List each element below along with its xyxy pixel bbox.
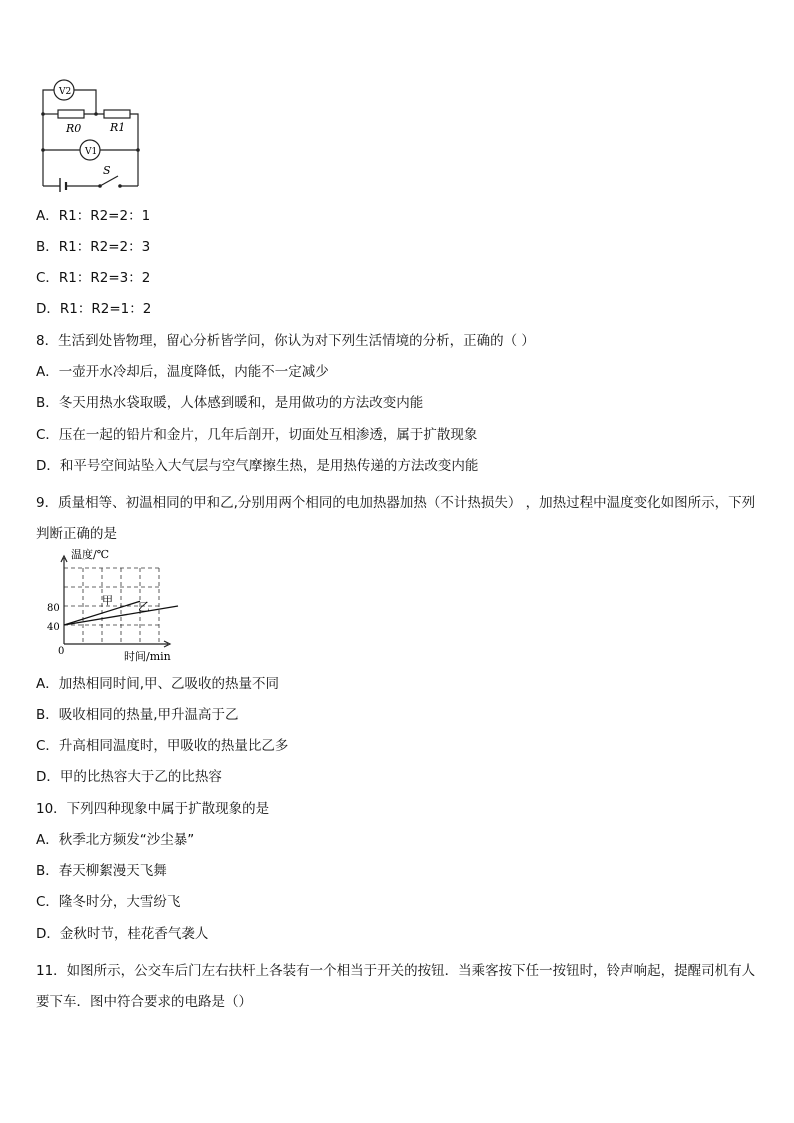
q10-option-d: D．金秋时节，桂花香气袭人 [36,926,209,942]
series-label-jia: 甲 [102,594,113,607]
series-label-yi: 乙 [138,600,151,614]
q8-option-a: A．一壶开水冷却后，温度降低，内能不一定减少 [36,364,329,380]
q7-option-b: B．R1：R2=2：3 [36,239,151,255]
x-axis-label: 时间/min [124,650,171,663]
q10-option-a: A．秋季北方频发“沙尘暴” [36,832,195,848]
switch-label: S [103,164,111,177]
q9-option-c: C．升高相同温度时，甲吸收的热量比乙多 [36,738,289,754]
y-tick-0: 0 [58,646,65,657]
q8-option-b: B．冬天用热水袋取暖，人体感到暖和，是用做功的方法改变内能 [36,395,424,411]
q8-option-c: C．压在一起的铅片和金片，几年后剖开，切面处互相渗透，属于扩散现象 [36,427,478,443]
y-tick-40: 40 [47,622,60,633]
q7-option-a: A．R1：R2=2：1 [36,208,151,224]
q9-stem: 9．质量相等、初温相同的甲和乙,分别用两个相同的电加热器加热（不计热损失） ，加热过程中温度变化如图所示，下列判断正确的是 [36,495,756,542]
y-tick-80: 80 [47,603,60,614]
q9-option-b: B．吸收相同的热量,甲升温高于乙 [36,707,239,723]
r1-label: R1 [110,121,126,134]
y-axis-label: 温度/℃ [71,548,110,561]
v1-label: V1 [85,147,98,157]
q8-option-d: D．和平号空间站坠入大气层与空气摩擦生热，是用热传递的方法改变内能 [36,458,479,474]
q10-option-c: C．隆冬时分，大雪纷飞 [36,894,181,910]
q10-stem: 10．下列四种现象中属于扩散现象的是 [36,801,270,817]
q7-option-d: D．R1：R2=1：2 [36,301,152,317]
v2-label: V2 [59,87,72,97]
r0-label: R0 [66,122,82,135]
q7-option-c: C．R1：R2=3：2 [36,270,151,286]
temperature-chart [40,544,190,666]
circuit-diagram [36,76,146,192]
q9-option-a: A．加热相同时间,甲、乙吸收的热量不同 [36,676,280,692]
q10-option-b: B．春天柳絮漫天飞舞 [36,863,167,879]
q11-stem: 11．如图所示，公交车后门左右扶杆上各装有一个相当于开关的按钮．当乘客按下任一按钮时，铃声响起，提醒司机有人要下车．图中符合要求的电路是（） [36,963,756,1010]
series-line-1 [64,606,178,625]
q8-stem: 8．生活到处皆物理，留心分析皆学问，你认为对下列生活情境的分析，正确的（ ） [36,333,535,349]
q9-option-d: D．甲的比热容大于乙的比热容 [36,769,222,785]
